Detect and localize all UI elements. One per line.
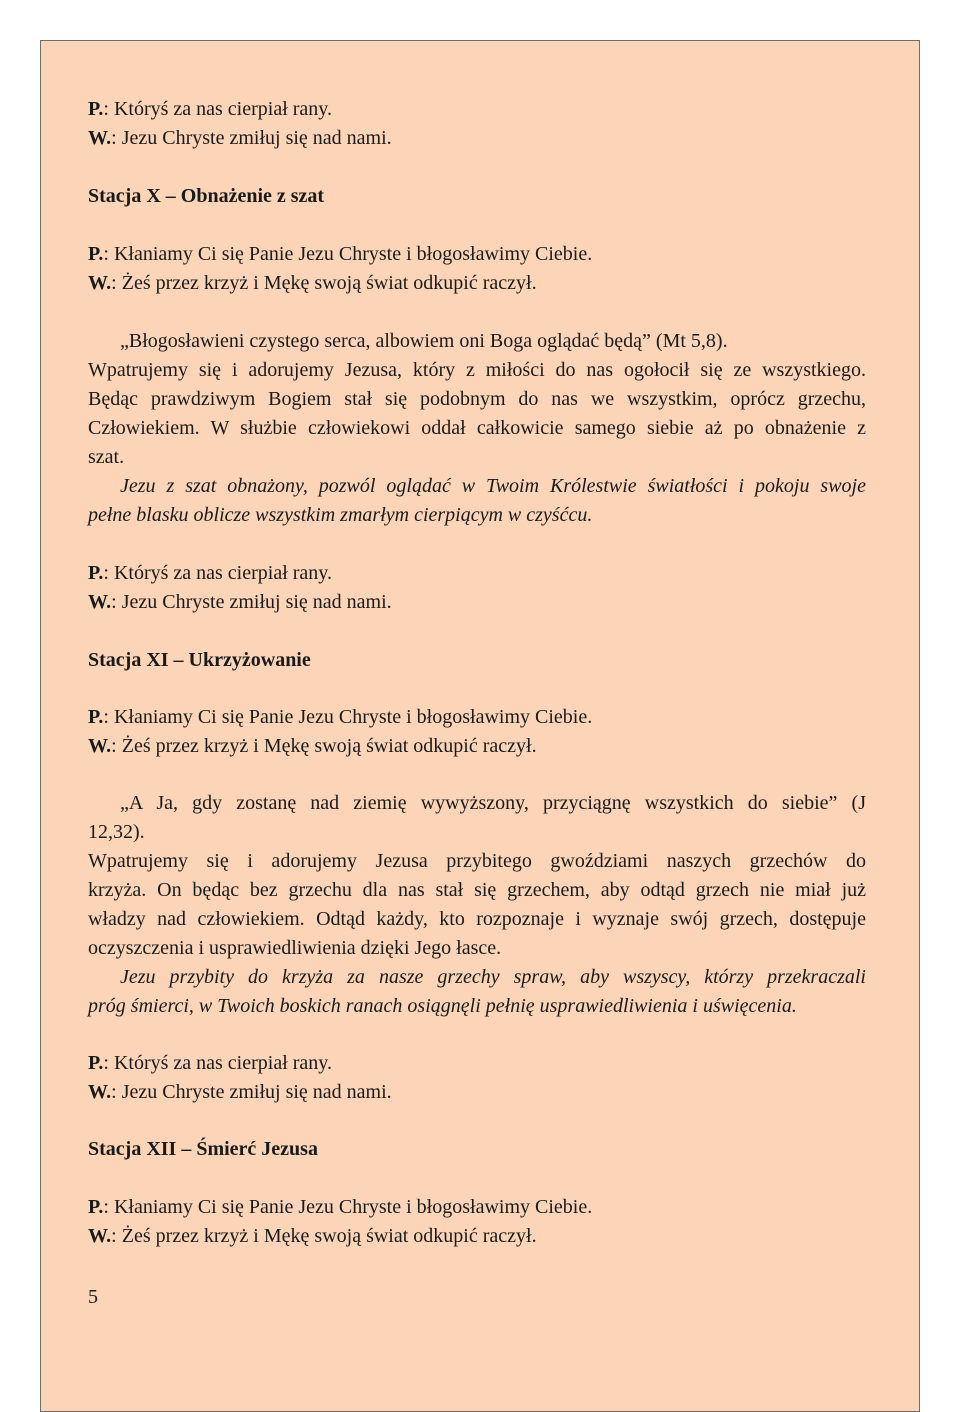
station-title: Stacja XII – Śmierć Jezusa xyxy=(88,1138,318,1160)
station-title: Stacja X – Obnażenie z szat xyxy=(88,185,325,207)
scripture-quote: „A Ja, gdy zostanę nad ziemię wywyższony, przyciągnę wszystkich do siebie” (J xyxy=(120,792,866,814)
station-title: Stacja XI – Ukrzyżowanie xyxy=(88,649,311,671)
prayer-line: Jezu przybity do krzyża za nasze grzechy spraw, aby wszyscy, którzy przekraczali xyxy=(120,966,866,988)
response-line: W.: Żeś przez krzyż i Mękę swoją świat odkupić raczył. xyxy=(88,272,537,294)
response-line: P.: Któryś za nas cierpiał rany. xyxy=(88,1052,333,1074)
page-number: 5 xyxy=(88,1286,98,1308)
prayer-line: Jezu z szat obnażony, pozwól oglądać w Twoim Królestwie światłości i pokoju swoje xyxy=(120,475,866,497)
meditation-line: Będąc prawdziwym Bogiem stał się podobnym do nas we wszystkim, oprócz grzechu, xyxy=(88,388,866,410)
response-line: P.: Kłaniamy Ci się Panie Jezu Chryste i błogosławimy Ciebie. xyxy=(88,706,593,728)
prayer-line: próg śmierci, w Twoich boskich ranach osiągnęli pełnię usprawiedliwienia i uświęcenia. xyxy=(88,995,797,1017)
response-line: W.: Jezu Chryste zmiłuj się nad nami. xyxy=(88,127,392,149)
meditation-line: krzyża. On będąc bez grzechu dla nas stał się grzechem, aby odtąd grzech nie miał już xyxy=(88,879,866,901)
people-prefix: W. xyxy=(88,127,112,149)
document-page xyxy=(40,40,920,1412)
prayer-line: pełne blasku oblicze wszystkim zmarłym cierpiącym w czyśćcu. xyxy=(88,504,593,526)
response-line: W.: Żeś przez krzyż i Mękę swoją świat odkupić raczył. xyxy=(88,1225,537,1247)
meditation-line: oczyszczenia i usprawiedliwienia dzięki Jego łasce. xyxy=(88,937,502,959)
scripture-quote: 12,32). xyxy=(88,821,145,843)
meditation-line: władzy nad człowiekiem. Odtąd każdy, kto rozpoznaje i wyznaje swój grzech, dostępuje xyxy=(88,908,866,930)
meditation-line: szat. xyxy=(88,446,125,468)
response-line: P.: Któryś za nas cierpiał rany. xyxy=(88,562,333,584)
response-line: W.: Żeś przez krzyż i Mękę swoją świat odkupić raczył. xyxy=(88,735,537,757)
priest-prefix: P. xyxy=(88,98,104,120)
response-line: W.: Jezu Chryste zmiłuj się nad nami. xyxy=(88,591,392,613)
meditation-line: Wpatrujemy się i adorujemy Jezusa, który z miłości do nas ogołocił się ze wszystkiego. xyxy=(88,359,866,381)
meditation-line: Wpatrujemy się i adorujemy Jezusa przybitego gwoździami naszych grzechów do xyxy=(88,850,866,872)
response-line: W.: Jezu Chryste zmiłuj się nad nami. xyxy=(88,1081,392,1103)
meditation-line: Człowiekiem. W służbie człowiekowi oddał całkowicie samego siebie aż po obnażenie z xyxy=(88,417,866,439)
scripture-quote: „Błogosławieni czystego serca, albowiem oni Boga oglądać będą” (Mt 5,8). xyxy=(120,330,728,352)
response-line: P.: Kłaniamy Ci się Panie Jezu Chryste i błogosławimy Ciebie. xyxy=(88,243,593,265)
response-line: P.: Kłaniamy Ci się Panie Jezu Chryste i błogosławimy Ciebie. xyxy=(88,1196,593,1218)
response-line: P.: Któryś za nas cierpiał rany. xyxy=(88,98,333,120)
